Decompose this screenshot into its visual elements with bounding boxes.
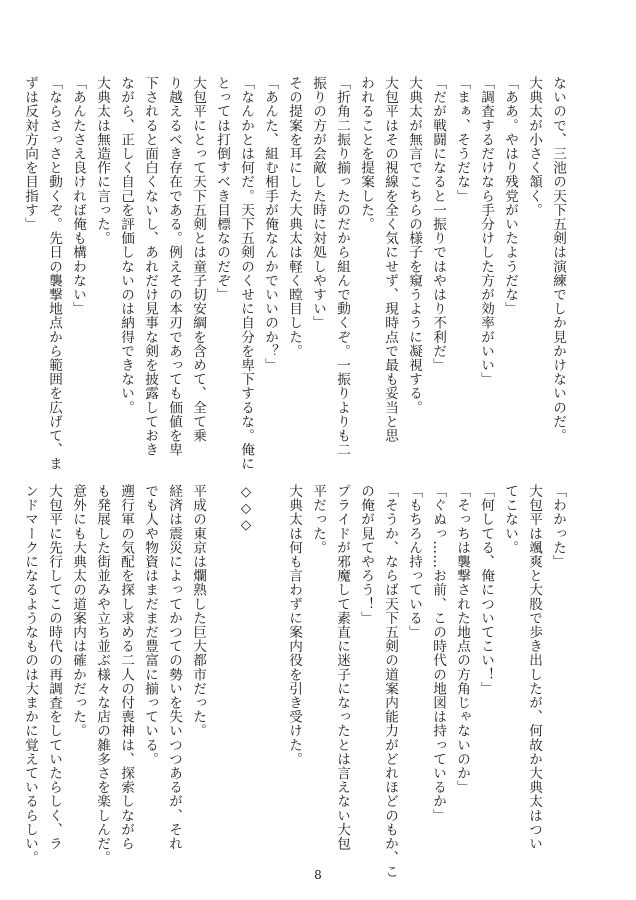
- text-line: 「なんかとは何だ。天下五剣のくせに自分を卑下するな。俺に: [238, 76, 254, 471]
- text-line: その提案を耳にした大典太は軽く瞠目した。: [286, 76, 302, 358]
- text-line: てこない。: [502, 484, 518, 555]
- text-line: 平だった。: [310, 484, 326, 555]
- text-line: プライドが邪魔して素直に迷子になったとは言えない大包: [334, 484, 350, 851]
- text-line: 大包平にとって天下五剣とは童子切安綱を含めて、全て乗: [190, 76, 206, 443]
- text-line: 「そうか、ならば天下五剣の道案内能力がどれほどのもか、こ: [382, 484, 398, 879]
- text-line: 経済は震災によってかつての勢いを失いつつあるが、それ: [166, 484, 182, 851]
- text-line: 「だが戦闘になると一振りではやはり不利だ」: [430, 76, 446, 373]
- text-line: 大典太は何も言わずに案内役を引き受けた。: [286, 484, 302, 766]
- text-line: 大典太が小さく頷く。: [526, 76, 542, 217]
- lower-text-block: [22, 484, 570, 879]
- text-line: 大包平はその視線を全く気にせず、現時点で最も妥当と思: [382, 76, 398, 443]
- text-line: 「調査するだけなら手分けした方が効率がいい」: [478, 76, 494, 387]
- upper-text-block: [22, 76, 570, 471]
- text-line: の俺が見てやろう！」: [358, 484, 374, 625]
- text-line: 「あんた、組む相手が俺なんかでいいのか？」: [262, 76, 278, 373]
- page-number: 8: [314, 868, 322, 882]
- text-line: 平成の東京は爛熟した巨大都市だった。: [190, 484, 206, 738]
- blank-line: [210, 484, 234, 860]
- text-line: 「もちろん持っている」: [406, 484, 422, 640]
- text-line: 大典太が無言でこちらの様子を窺うように凝視する。: [406, 76, 422, 415]
- text-line: でも人や物資はまだまだ豊富に揃っている。: [142, 484, 158, 766]
- text-line: 「まぁ、そうだな」: [454, 76, 470, 203]
- text-line: 下されると面白くないし、あれだけ見事な剣を披露しておき: [142, 76, 158, 457]
- text-line: 「何してる、俺についてこい！」: [478, 484, 494, 696]
- text-line: 大典太は無造作に言った。: [94, 76, 110, 246]
- text-line: も発展した街並みや立ち並ぶ様々な店の雑多さを楽しんだ。: [94, 484, 110, 865]
- text-line: ンドマークになるようなものは大まかに覚えているらしい。: [22, 484, 38, 865]
- text-line: 「折角二振り揃ったのだから組んで動くぞ。一振りよりも二: [334, 76, 350, 457]
- text-line: とっては打倒すべき目標なのだぞ」: [214, 76, 230, 302]
- text-line: ながら、正しく自己を評価しないのは納得できない。: [118, 76, 134, 415]
- text-line: 意外にも大典太の道案内は確かだった。: [70, 484, 86, 738]
- text-line: 「そっちは襲撃された地点の方角じゃないのか」: [454, 484, 470, 795]
- text-line: 「わかった」: [550, 484, 566, 569]
- text-line: 大包平に先行してこの時代の再調査をしていたらしく、ラ: [46, 484, 62, 851]
- text-line: り越えるべき存在である。例えその本刃であっても価値を卑: [166, 76, 182, 457]
- text-line: 「ぐぬっ……お前、この時代の地図は持っているか」: [430, 484, 446, 823]
- blank-line: [258, 484, 282, 860]
- text-line: 「ならさっさと動くぞ。先日の襲撃地点から範囲を広げて、ま: [46, 76, 62, 471]
- text-line: われることを提案した。: [358, 76, 374, 232]
- section-break: ◇◇◇: [238, 484, 254, 534]
- text-line: 遡行軍の気配を探し求める二人の付喪神は、探索しながら: [118, 484, 134, 851]
- text-line: 振りの方が会敵した時に対処しやすい」: [310, 76, 326, 330]
- text-line: 「ああ。やはり残党がいたようだな」: [502, 76, 518, 316]
- text-line: ないので、三池の天下五剣は演練でしか見かけないのだ。: [550, 76, 566, 443]
- text-line: 「あんたさえ良ければ俺も構わない」: [70, 76, 86, 316]
- text-line: ずは反対方向を目指す」: [22, 76, 38, 232]
- text-line: 大包平は颯爽と大股で歩き出したが、何故か大典太はつい: [526, 484, 542, 851]
